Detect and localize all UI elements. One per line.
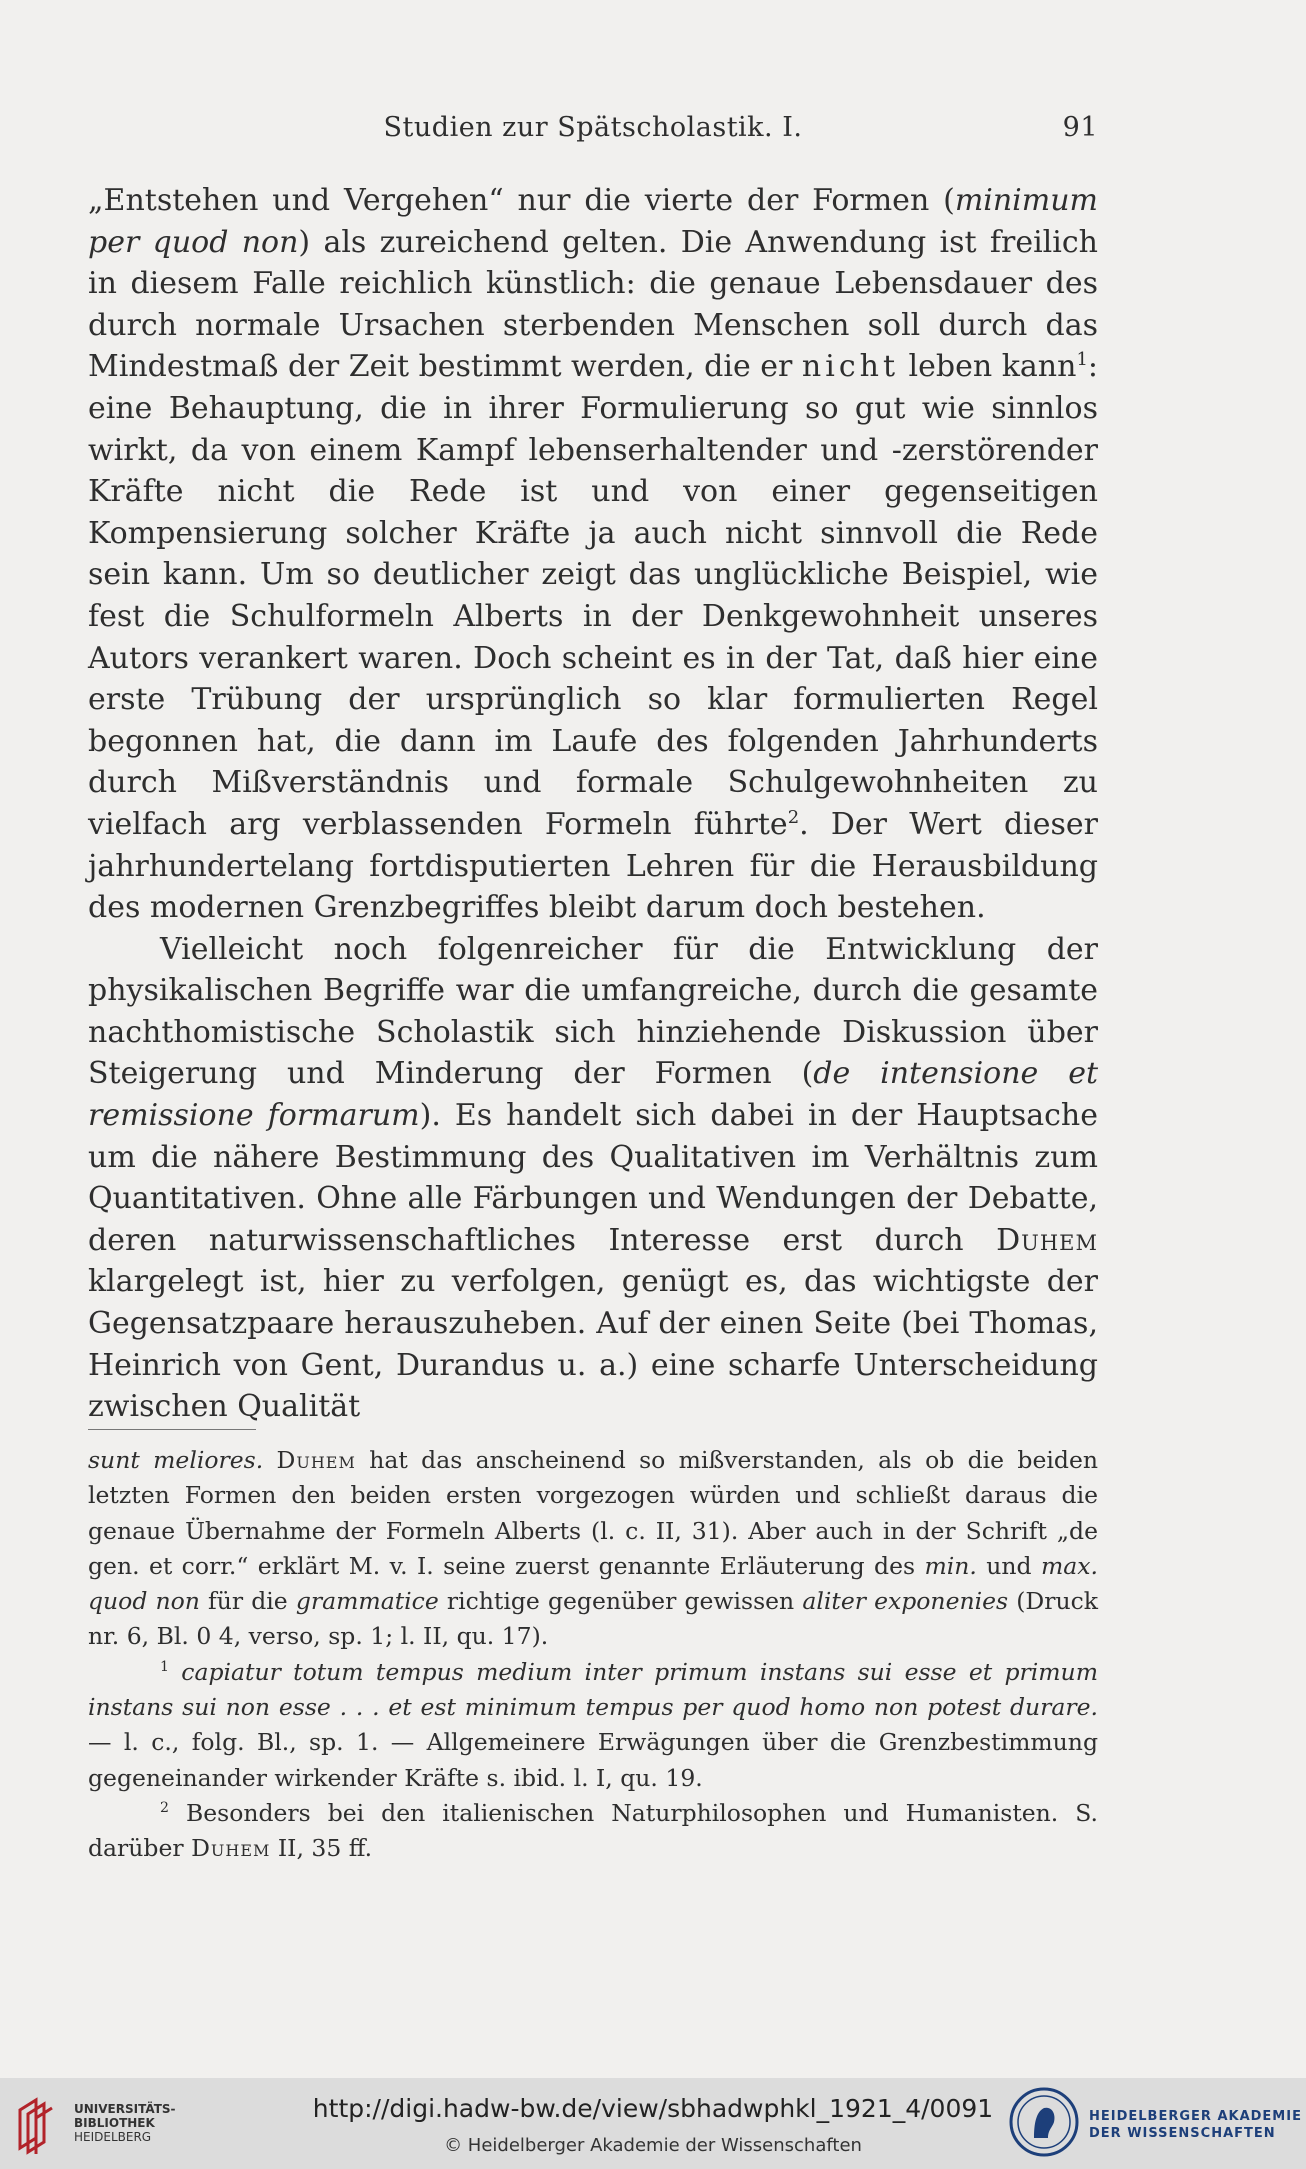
footnote-ref: 1 xyxy=(1076,349,1088,371)
text-run: „Entstehen und Vergehen“ nur die vierte der Formen ( xyxy=(88,183,955,218)
page-number: 91 xyxy=(1062,112,1098,143)
text-run: Vielleicht noch folgenreicher für die Entwicklung der physikalischen Begriffe war die umfangreiche, durch die gesamte nachthomistische Scholastik sich hinziehende Diskussion über Steigerung und Minderung der Formen ( xyxy=(88,931,1098,1092)
footnote-2 xyxy=(88,1796,1098,1867)
footnote-rule xyxy=(88,1429,256,1430)
text-run: ) als zureichend gelten. Die Anwendung ist freilich in diesem Falle reichlich künstlich: die genaue Lebensdauer des durch normale Ursachen sterbenden Menschen soll durch das Mindestmaß der Zeit bestimmt werden, die er xyxy=(88,224,1098,385)
footnote-ref: 2 xyxy=(787,806,800,828)
text-run: für die xyxy=(199,1587,296,1616)
text-run xyxy=(263,1446,276,1474)
library-name-line: HEIDELBERG xyxy=(74,2130,152,2144)
text-run: (Druck nr. 6, Bl. 0 4, verso, sp. 1; l. II, qu. 17). xyxy=(88,1587,1099,1651)
text-run: : eine Behauptung, die in ihrer Formulierung so gut wie sinnlos wirkt, da von einem Kampf lebenserhaltender und -zerstörender Kräfte nicht die Rede ist und von einer gegenseitigen Kompensierung solcher Kräfte ja auch nicht sinnvoll die Rede sein kann. Um so deutlicher zeigt das unglückliche Beispiel, wie fest die Schulformeln Alberts in der Denkgewohnheit unseres Autors verankert waren. Doch scheint es in der Tat, daß hier eine erste Trübung der ursprünglich so klar formulierten Regel begonnen hat, die dann im Laufe des folgenden Jahrhunderts durch Mißverständnis und formale Schulgewohnheiten zu vielfach arg verblassenden Formeln führte xyxy=(88,349,1098,842)
text-run: ). Es handelt sich dabei in der Hauptsache um die nähere Bestimmung des Qualitativen im Verhältnis zum Quantitativen. Ohne alle Färbungen und Wendungen der Debatte, deren naturwissenschaftliches Interesse erst durch xyxy=(88,1098,1098,1258)
footnote-1 xyxy=(88,1655,1098,1796)
spaced-emphasis: nicht xyxy=(801,349,900,385)
text-run: II, 35 ff. xyxy=(270,1834,373,1863)
author-name: Duhem xyxy=(191,1834,271,1863)
academy-name xyxy=(1089,2108,1302,2142)
italic-phrase: de intensione et remissione formarum xyxy=(88,1056,1099,1134)
footnote-continuation xyxy=(88,1443,1098,1655)
text-run: . Der Wert dieser jahrhundertelang fortdisputierten Lehren für die Herausbildung des modernen Grenzbegriffes bleibt darum doch bestehen. xyxy=(88,806,1098,926)
italic-phrase: aliter exponenies xyxy=(802,1587,1009,1616)
text-run: leben kann xyxy=(899,349,1077,385)
text-run: und xyxy=(976,1551,1041,1580)
footnote-number: 1 xyxy=(160,1658,169,1675)
academy-name-line: DER WISSENSCHAFTEN xyxy=(1089,2126,1276,2141)
copyright-notice: © Heidelberger Akademie der Wissenschaften xyxy=(444,2135,862,2156)
footnotes xyxy=(88,1443,1098,1867)
footnote-number: 2 xyxy=(160,1800,169,1817)
author-name: Duhem xyxy=(996,1222,1098,1258)
italic-phrase: min. xyxy=(924,1551,977,1580)
paragraph xyxy=(88,929,1098,1428)
academy-name-line: HEIDELBERGER AKADEMIE xyxy=(1089,2109,1302,2124)
italic-phrase: sunt meliores. xyxy=(88,1446,264,1474)
text-run: richtige gegenüber gewissen xyxy=(438,1587,803,1616)
text-run: klargelegt ist, hier zu verfolgen, genügt es, das wichtigste der Gegensatzpaare herauszuheben. Auf der einen Seite (bei Thomas, Heinrich von Gent, Durandus u. a.) eine scharfe Unterscheidung zwischen Qualität xyxy=(88,1264,1098,1425)
italic-phrase: max. quod non xyxy=(88,1551,1098,1616)
text-run: Besonders bei den italienischen Naturphilosophen und Humanisten. S. darüber xyxy=(88,1798,1098,1863)
italic-phrase: capiatur totum tempus medium inter primum instans sui esse et primum instans sui non esse . . . et est minimum tempus per quod homo non potest durare. xyxy=(88,1657,1098,1722)
running-title: Studien zur Spätscholastik. I. xyxy=(383,112,803,143)
viewer-footer xyxy=(0,2078,1306,2169)
text-run: hat das anscheinend so mißverstanden, als ob die beiden letzten Formen den beiden ersten vorgezogen würden und schließt daraus die genaue Übernahme der Formeln Alberts (l. c. II, 31). Aber auch in der Schrift „de gen. et corr.“ erklärt M. v. I. seine zuerst genannte Erläuterung des xyxy=(88,1446,1098,1580)
library-name-line: UNIVERSITÄTS- xyxy=(74,2102,176,2116)
italic-phrase: grammatice xyxy=(295,1587,439,1616)
permalink-url[interactable]: http://digi.hadw-bw.de/view/sbhadwphkl_1921_4/0091 xyxy=(312,2094,994,2123)
author-name: Duhem xyxy=(276,1446,356,1474)
text-run: — l. c., folg. Bl., sp. 1. — Allgemeinere Erwägungen über die Grenzbestimmung gegeneinander wirkender Kräfte s. ibid. l. I, qu. 19. xyxy=(88,1728,1098,1792)
library-name-line: BIBLIOTHEK xyxy=(74,2116,155,2130)
italic-phrase: minimum per quod non xyxy=(88,183,1098,260)
paragraph xyxy=(88,180,1098,929)
academy-seal-icon xyxy=(1008,2086,1080,2158)
main-text xyxy=(88,180,1098,1428)
